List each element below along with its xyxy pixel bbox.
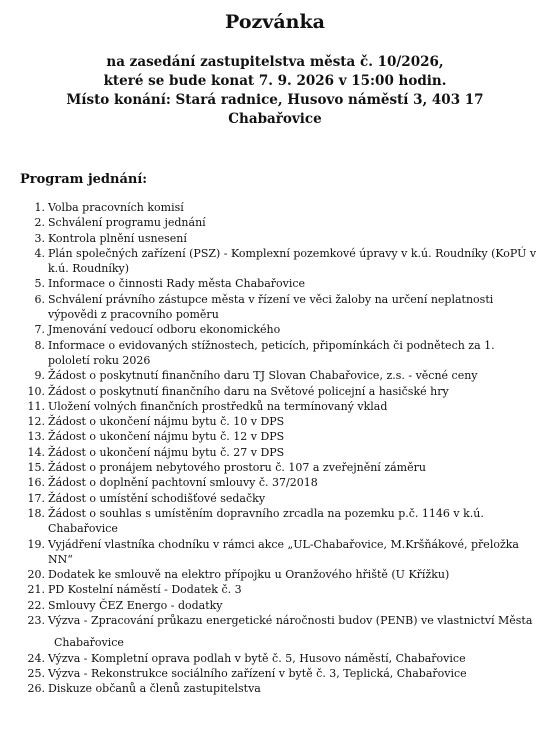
agenda-item-text: Žádost o ukončení nájmu bytu č. 12 v DPS bbox=[48, 430, 285, 444]
agenda-item-number: 20. bbox=[27, 568, 45, 582]
agenda-item-number: 15. bbox=[27, 461, 45, 475]
intro-venue-city: Chabařovice bbox=[228, 111, 322, 127]
agenda-item-text: Žádost o pronájem nebytového prostoru č. 107 a zveřejnění záměru bbox=[48, 461, 426, 475]
agenda-item bbox=[0, 445, 550, 460]
intro-venue: Místo konání: Stará radnice, Husovo náměstí 3, 403 17 bbox=[66, 92, 484, 108]
agenda-item-text: Smlouvy ČEZ Energo - dodatky bbox=[48, 598, 223, 612]
agenda-item-text: Volba pracovních komisí bbox=[48, 201, 184, 214]
agenda-item bbox=[0, 200, 550, 215]
agenda-item bbox=[0, 666, 550, 681]
agenda-item-number: 17. bbox=[27, 491, 45, 505]
agenda-item-text: Uložení volných finančních prostředků na termínovaný vklad bbox=[48, 399, 388, 413]
agenda-item-number: 21. bbox=[27, 583, 45, 597]
agenda-item bbox=[0, 613, 550, 628]
agenda-item-text: Informace o evidovaných stížnostech, peticích, připomínkách či podnětech za 1. bbox=[48, 338, 495, 352]
agenda-item-number: 26. bbox=[27, 682, 45, 696]
agenda-item bbox=[0, 322, 550, 337]
agenda-item bbox=[0, 429, 550, 444]
agenda-item bbox=[0, 460, 550, 475]
agenda-item-number: 10. bbox=[27, 384, 45, 398]
agenda-item bbox=[0, 475, 550, 490]
agenda-item-text: Jmenování vedoucí odboru ekonomického bbox=[48, 323, 281, 337]
agenda-item-number: 7. bbox=[34, 323, 45, 337]
agenda-item-text: Výzva - Zpracování průkazu energetické náročnosti budov (PENB) ve vlastnictví Města bbox=[48, 614, 533, 628]
agenda-item-text: Výzva - Kompletní oprava podlah v bytě č. 5, Husovo náměstí, Chabařovice bbox=[48, 651, 466, 665]
agenda-item-23-continuation: Chabařovice bbox=[54, 636, 124, 650]
agenda-item bbox=[0, 368, 550, 383]
agenda-item-number: 13. bbox=[27, 430, 45, 444]
meeting-intro bbox=[0, 53, 550, 129]
agenda-item-number: 2. bbox=[34, 216, 45, 230]
agenda-item-text-continued: pololetí roku 2026 bbox=[48, 353, 151, 367]
agenda-item bbox=[0, 338, 550, 369]
agenda-item-text: Žádost o poskytnutí finančního daru TJ Slovan Chabařovice, z.s. - věcné ceny bbox=[48, 369, 478, 383]
agenda-item bbox=[0, 537, 550, 568]
agenda-item bbox=[0, 651, 550, 666]
agenda-item-number: 16. bbox=[27, 476, 45, 490]
agenda-item-number: 4. bbox=[34, 246, 45, 260]
agenda-item-number: 5. bbox=[34, 277, 45, 291]
agenda-item-text-continued: výpovědi z pracovního poměru bbox=[48, 308, 219, 322]
agenda-item-text: Vyjádření vlastníka chodníku v rámci akce „UL-Chabařovice, M.Kršňákové, přeložka bbox=[48, 537, 519, 551]
agenda-item-text-continued: k.ú. Roudníky) bbox=[48, 262, 130, 276]
agenda-item-number: 14. bbox=[27, 445, 45, 459]
agenda-item-number: 1. bbox=[34, 201, 45, 214]
agenda-item-number: 23. bbox=[27, 614, 45, 628]
agenda-item bbox=[0, 231, 550, 246]
agenda-item bbox=[0, 384, 550, 399]
agenda-item-text: Žádost o doplnění pachtovní smlouvy č. 37/2018 bbox=[48, 476, 318, 490]
agenda-item bbox=[0, 246, 550, 277]
program-heading: Program jednání: bbox=[20, 172, 148, 187]
agenda-item-number: 11. bbox=[27, 399, 45, 413]
agenda-item bbox=[0, 506, 550, 537]
agenda-item-number: 24. bbox=[27, 651, 45, 665]
agenda-item-text: Plán společných zařízení (PSZ) - Komplexní pozemkové úpravy v k.ú. Roudníky (KoPÚ v bbox=[48, 246, 537, 260]
agenda-item-number: 18. bbox=[27, 506, 45, 520]
intro-meeting-number: na zasedání zastupitelstva města č. 10/2026, bbox=[106, 54, 444, 70]
agenda-item-number: 9. bbox=[34, 369, 45, 383]
agenda-item bbox=[0, 567, 550, 582]
agenda-item-number: 12. bbox=[27, 415, 45, 429]
agenda-item bbox=[0, 399, 550, 414]
agenda-item-text: Kontrola plnění usnesení bbox=[48, 231, 187, 245]
agenda-item-text: Žádost o souhlas s umístěním dopravního zrcadla na pozemku p.č. 1146 v k.ú. bbox=[48, 506, 484, 520]
agenda-item bbox=[0, 582, 550, 597]
agenda-item-text: Dodatek ke smlouvě na elektro přípojku u Oranžového hřiště (U Křížku) bbox=[48, 568, 450, 582]
document-title: Pozvánka bbox=[225, 11, 325, 33]
agenda-item-number: 6. bbox=[34, 292, 45, 306]
agenda-item bbox=[0, 292, 550, 323]
agenda-item-text: Diskuze občanů a členů zastupitelstva bbox=[48, 682, 261, 696]
agenda-item bbox=[0, 491, 550, 506]
agenda-item bbox=[0, 276, 550, 291]
agenda-item-text: Výzva - Rekonstrukce sociálního zařízení v bytě č. 3, Teplická, Chabařovice bbox=[48, 666, 467, 680]
agenda-item-number: 19. bbox=[27, 537, 45, 551]
agenda-item-text: Žádost o ukončení nájmu bytu č. 27 v DPS bbox=[48, 445, 285, 459]
agenda-item-number: 22. bbox=[27, 598, 45, 612]
agenda-item-text: PD Kostelní náměstí - Dodatek č. 3 bbox=[48, 583, 242, 597]
intro-meeting-date: které se bude konat 7. 9. 2026 v 15:00 hodin. bbox=[103, 73, 447, 89]
agenda-item-text: Žádost o ukončení nájmu bytu č. 10 v DPS bbox=[48, 415, 285, 429]
agenda-item-text: Schválení právního zástupce města v řízení ve věci žaloby na určení neplatnosti bbox=[48, 292, 494, 306]
agenda-item bbox=[0, 215, 550, 230]
agenda-item-text-continued: Chabařovice bbox=[48, 522, 118, 536]
agenda-item-text: Schválení programu jednání bbox=[48, 216, 206, 230]
agenda-item-text: Žádost o umístění schodišťové sedačky bbox=[48, 491, 266, 505]
agenda-item-number: 25. bbox=[27, 666, 45, 680]
agenda-item-text-continued: NN“ bbox=[48, 552, 73, 566]
agenda-item bbox=[0, 414, 550, 429]
agenda-item-number: 8. bbox=[34, 338, 45, 352]
agenda-item bbox=[0, 598, 550, 613]
agenda-item-number: 3. bbox=[34, 231, 45, 245]
agenda-item bbox=[0, 681, 550, 696]
agenda-list bbox=[0, 200, 550, 697]
agenda-item-text: Informace o činnosti Rady města Chabařovice bbox=[48, 277, 306, 291]
agenda-item-text: Žádost o poskytnutí finančního daru na Světové policejní a hasičské hry bbox=[48, 384, 449, 398]
